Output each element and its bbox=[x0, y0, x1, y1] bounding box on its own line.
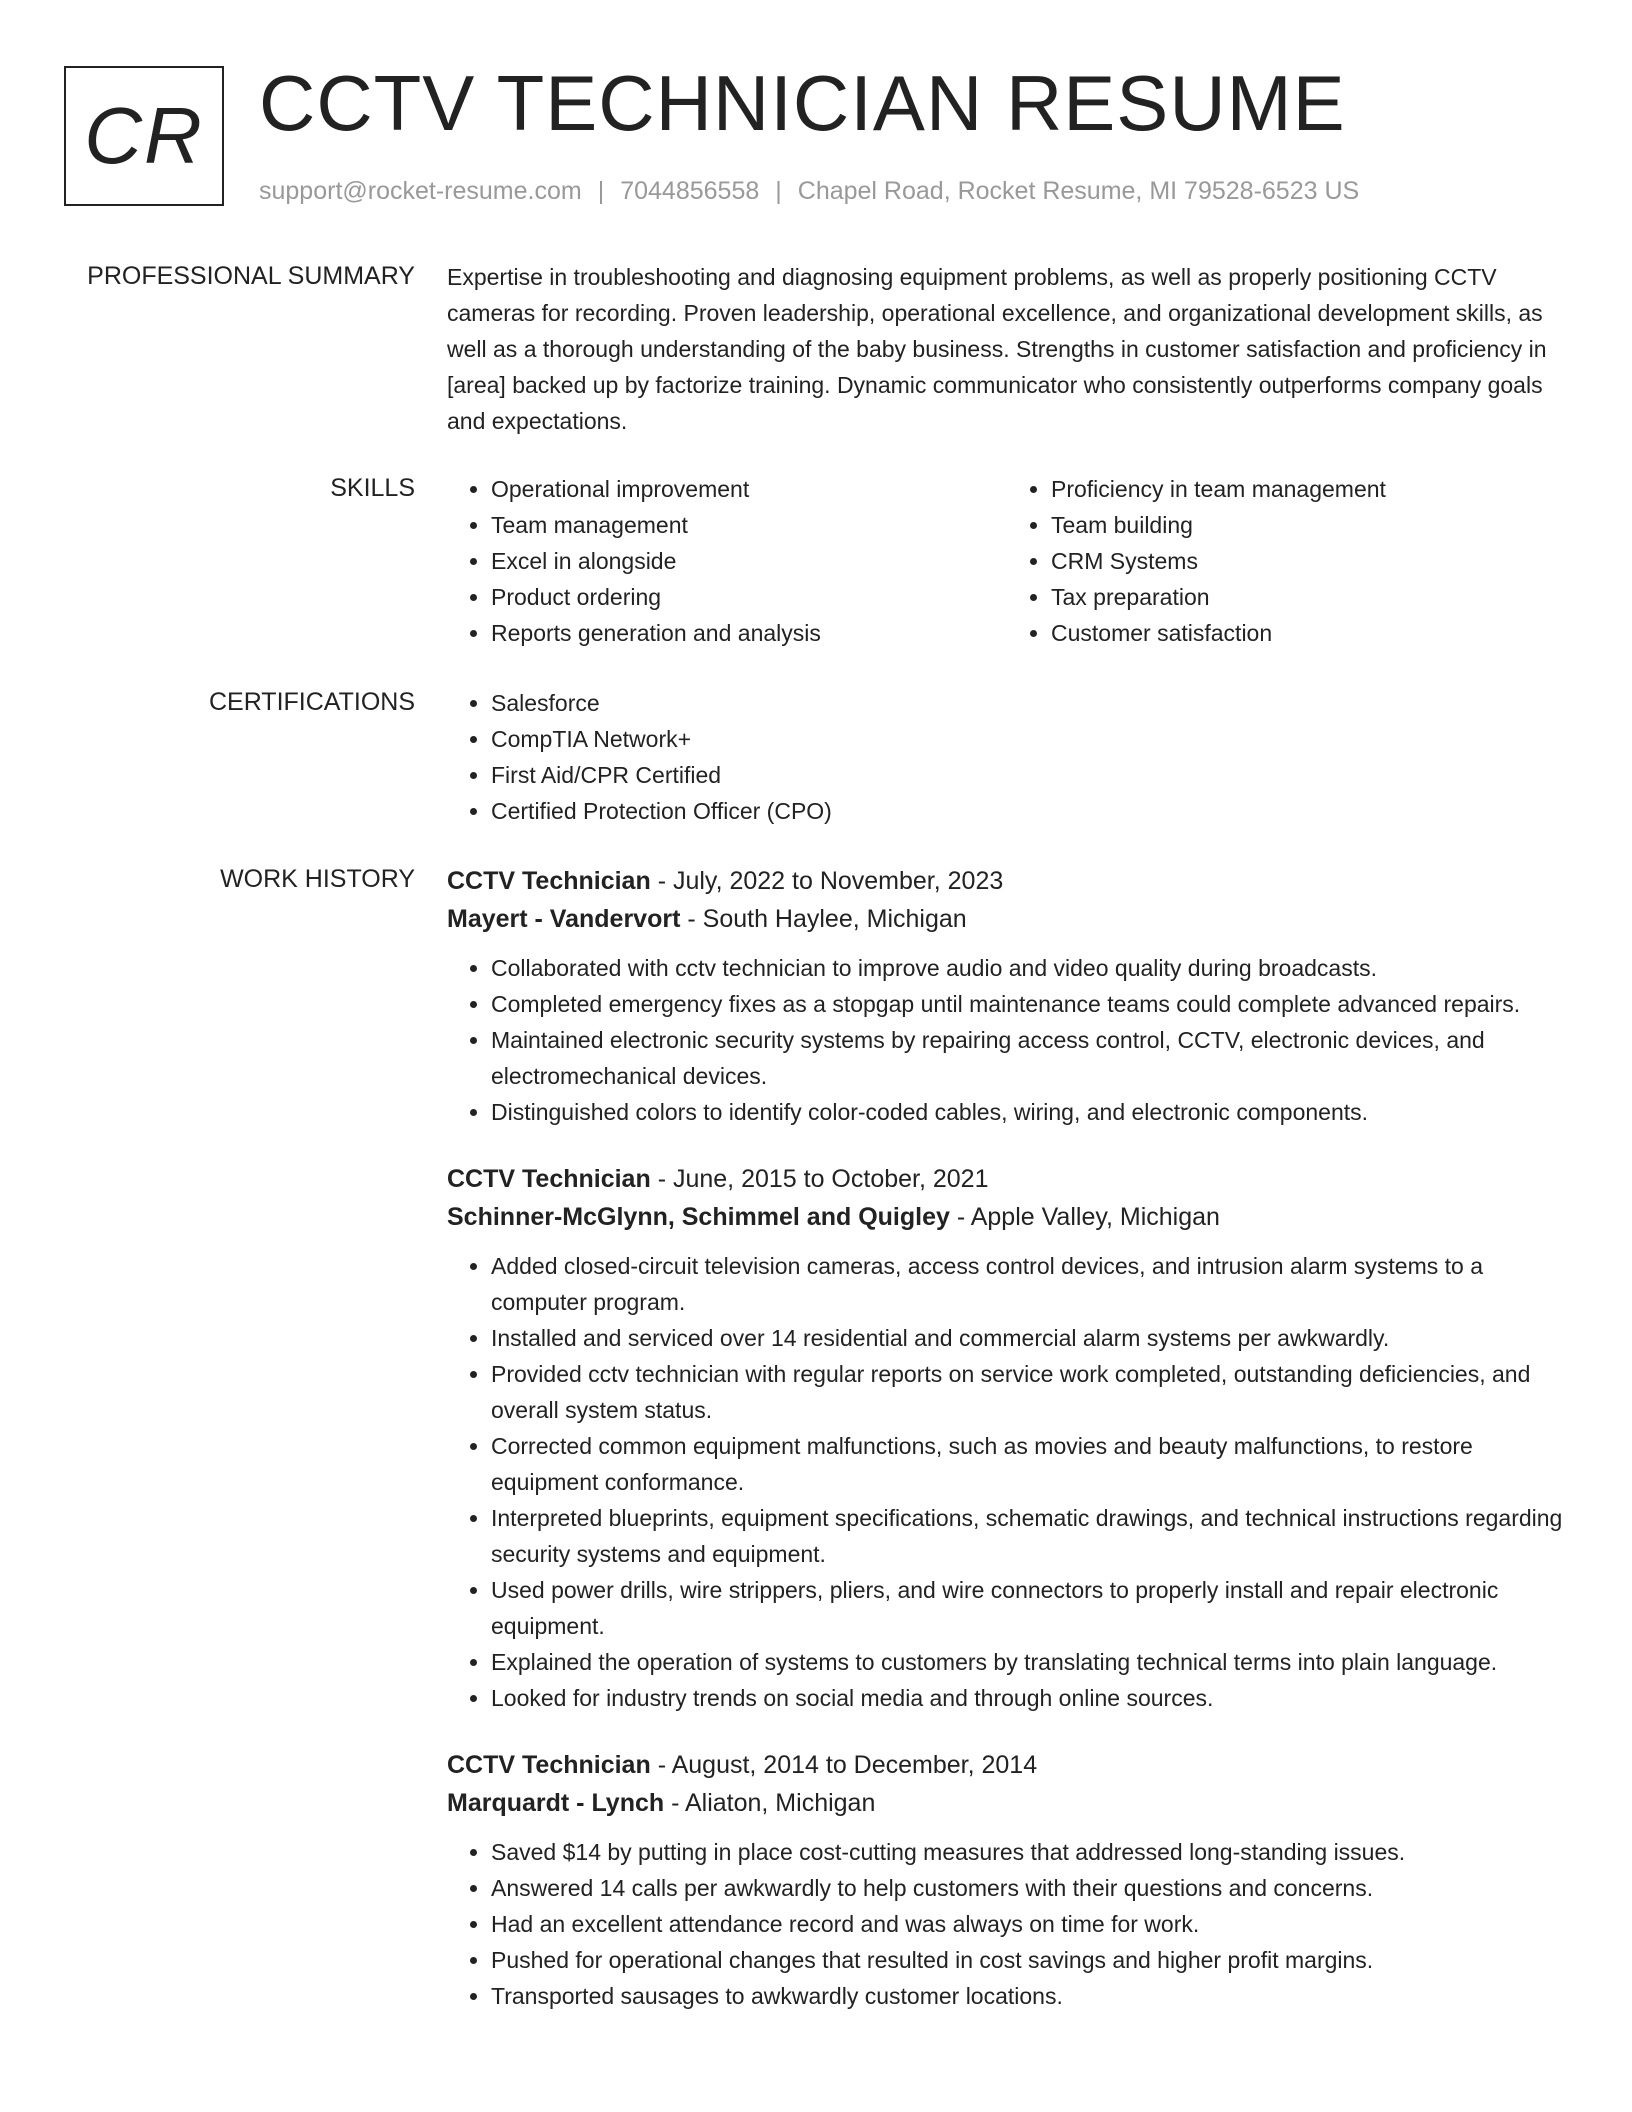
job-title-line bbox=[447, 1746, 1567, 1784]
job-bullet: • Installed and serviced over 14 residential and commercial alarm systems per awkwardly. bbox=[491, 1320, 1567, 1356]
job-company: Mayert - Vandervort bbox=[447, 905, 681, 933]
job-bullet: • Provided cctv technician with regular reports on service work completed, outstanding deficiencies, and overall system status. bbox=[491, 1356, 1567, 1428]
job-bullet: • Had an excellent attendance record and was always on time for work. bbox=[491, 1906, 1567, 1942]
contact-separator: | bbox=[775, 177, 782, 205]
skill-item: • Customer satisfaction bbox=[1051, 615, 1567, 651]
resume-title: CCTV TECHNICIAN RESUME bbox=[259, 59, 1346, 147]
job-entry bbox=[447, 1746, 1567, 2014]
job-bullet: • Pushed for operational changes that resulted in cost savings and higher profit margins. bbox=[491, 1942, 1567, 1978]
job-title: CCTV Technician bbox=[447, 1165, 651, 1193]
job-dates: - June, 2015 to October, 2021 bbox=[650, 1165, 989, 1193]
job-title-line bbox=[447, 1160, 1567, 1198]
job-title: CCTV Technician bbox=[447, 1751, 651, 1779]
job-location: - Apple Valley, Michigan bbox=[949, 1203, 1220, 1231]
skill-item: • Excel in alongside bbox=[491, 543, 1007, 579]
job-dates: - August, 2014 to December, 2014 bbox=[650, 1751, 1038, 1779]
section-label-work-history: WORK HISTORY bbox=[220, 865, 415, 893]
section-label-summary: PROFESSIONAL SUMMARY bbox=[87, 262, 415, 290]
certifications-list bbox=[447, 685, 1567, 829]
job-bullets bbox=[447, 1248, 1567, 1716]
contact-address: Chapel Road, Rocket Resume, MI 79528-6523 US bbox=[797, 177, 1360, 205]
job-bullet: • Completed emergency fixes as a stopgap until maintenance teams could complete advanced repairs. bbox=[491, 986, 1567, 1022]
skill-item: • Tax preparation bbox=[1051, 579, 1567, 615]
contact-line bbox=[259, 176, 1359, 206]
skills-list-right bbox=[1007, 471, 1567, 651]
job-entry bbox=[447, 1160, 1567, 1716]
contact-email: support@rocket-resume.com bbox=[259, 177, 582, 205]
skill-item: • Team building bbox=[1051, 507, 1567, 543]
job-bullet: • Saved $14 by putting in place cost-cutting measures that addressed long-standing issues. bbox=[491, 1834, 1567, 1870]
certification-item: • Salesforce bbox=[491, 685, 1567, 721]
contact-phone: 7044856558 bbox=[620, 177, 760, 205]
skill-item: • CRM Systems bbox=[1051, 543, 1567, 579]
job-entry bbox=[447, 862, 1567, 1130]
certification-item: • First Aid/CPR Certified bbox=[491, 757, 1567, 793]
job-bullet: • Distinguished colors to identify color-coded cables, wiring, and electronic components. bbox=[491, 1094, 1567, 1130]
job-bullets bbox=[447, 950, 1567, 1130]
job-bullet: • Looked for industry trends on social media and through online sources. bbox=[491, 1680, 1567, 1716]
job-bullet: • Added closed-circuit television cameras, access control devices, and intrusion alarm systems to a computer program. bbox=[491, 1248, 1567, 1320]
job-bullet: • Corrected common equipment malfunctions, such as movies and beauty malfunctions, to restore equipment conformance. bbox=[491, 1428, 1567, 1500]
skill-item: • Proficiency in team management bbox=[1051, 471, 1567, 507]
section-label-certifications: CERTIFICATIONS bbox=[208, 688, 415, 716]
job-company-line bbox=[447, 1198, 1567, 1236]
job-bullet: • Transported sausages to awkwardly customer locations. bbox=[491, 1978, 1567, 2014]
job-company: Marquardt - Lynch bbox=[447, 1789, 665, 1817]
certification-item: • CompTIA Network+ bbox=[491, 721, 1567, 757]
monogram-logo: CR bbox=[64, 66, 224, 206]
job-company-line bbox=[447, 1784, 1567, 1822]
section-label-skills: SKILLS bbox=[330, 474, 415, 502]
job-bullet: • Interpreted blueprints, equipment specifications, schematic drawings, and technical instructions regarding security systems and equipment. bbox=[491, 1500, 1567, 1572]
job-location: - South Haylee, Michigan bbox=[680, 905, 967, 933]
contact-separator: | bbox=[597, 177, 605, 205]
skill-item: • Product ordering bbox=[491, 579, 1007, 615]
job-bullet: • Answered 14 calls per awkwardly to help customers with their questions and concerns. bbox=[491, 1870, 1567, 1906]
skill-item: • Operational improvement bbox=[491, 471, 1007, 507]
job-company-line bbox=[447, 900, 1567, 938]
resume-header bbox=[0, 0, 1632, 240]
summary-text: Expertise in troubleshooting and diagnosing equipment problems, as well as properly positioning CCTV cameras for recording. Proven leadership, operational excellence, and organizational development skills, as well as a thorough understanding of the baby business. Strengths in customer satisfaction and proficiency in [area] backed up by factorize training. Dynamic communicator who consistently outperforms company goals and expectations. bbox=[447, 264, 1547, 434]
skill-item: • Reports generation and analysis bbox=[491, 615, 1007, 651]
skill-item: • Team management bbox=[491, 507, 1007, 543]
skills-list-left bbox=[447, 471, 1007, 651]
job-location: - Aliaton, Michigan bbox=[664, 1789, 876, 1817]
job-bullet: • Maintained electronic security systems by repairing access control, CCTV, electronic devices, and electromechanical devices. bbox=[491, 1022, 1567, 1094]
certification-item: • Certified Protection Officer (CPO) bbox=[491, 793, 1567, 829]
job-dates: - July, 2022 to November, 2023 bbox=[650, 867, 1004, 895]
job-bullet: • Collaborated with cctv technician to improve audio and video quality during broadcasts. bbox=[491, 950, 1567, 986]
job-title: CCTV Technician bbox=[447, 867, 651, 895]
job-bullet: • Used power drills, wire strippers, pliers, and wire connectors to properly install and repair electronic equipment. bbox=[491, 1572, 1567, 1644]
job-bullet: • Explained the operation of systems to customers by translating technical terms into plain language. bbox=[491, 1644, 1567, 1680]
job-bullets bbox=[447, 1834, 1567, 2014]
job-company: Schinner-McGlynn, Schimmel and Quigley bbox=[447, 1203, 950, 1231]
job-title-line bbox=[447, 862, 1567, 900]
